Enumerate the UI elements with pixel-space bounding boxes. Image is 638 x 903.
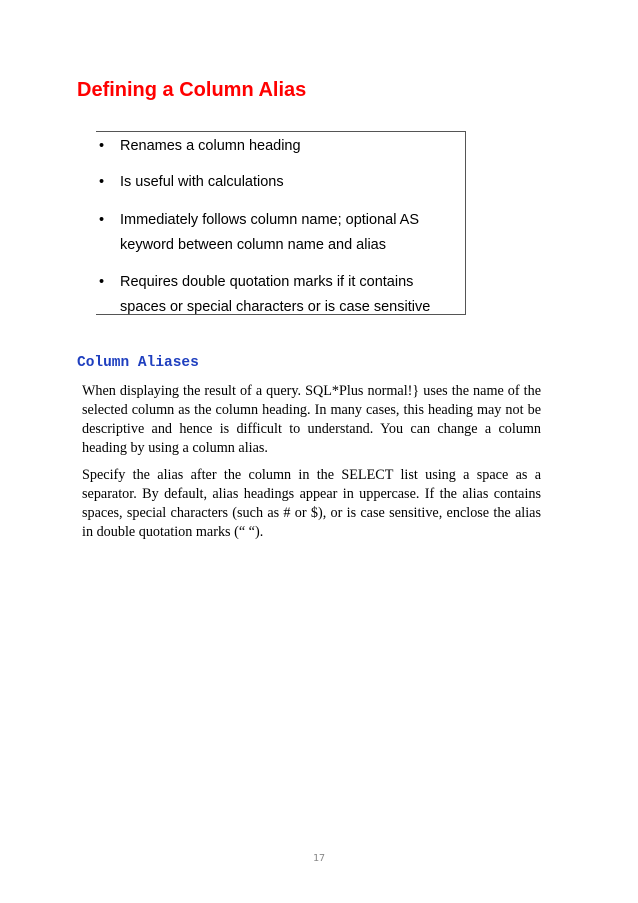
body-paragraph: Specify the alias after the column in the SELECT list using a space as a separator. By default, alias headings appear in uppercase. If the alias contains spaces, special characters (such as # or $), or is case sensitive, enclose the alias in double quotation marks (“ “). xyxy=(82,467,541,540)
bullet-text: keyword between column name and alias xyxy=(120,237,386,253)
bullet-box xyxy=(96,131,466,315)
page-title: Defining a Column Alias xyxy=(77,79,307,101)
bullet-icon: • xyxy=(99,212,105,228)
body-paragraph: When displaying the result of a query. SQL*Plus normal!} uses the name of the selected column as the column heading. In many cases, this heading may not be descriptive and hence is difficult to understand. You can change a column heading by using a column alias. xyxy=(82,383,541,456)
bullet-text: Immediately follows column name; optional AS xyxy=(120,212,420,228)
bullet-icon: • xyxy=(99,174,105,190)
bullet-text: Renames a column heading xyxy=(120,138,301,154)
bullet-text: Requires double quotation marks if it contains xyxy=(120,274,414,290)
bullet-text: spaces or special characters or is case sensitive xyxy=(120,299,431,315)
section-heading: Column Aliases xyxy=(77,355,199,371)
bullet-icon: • xyxy=(99,274,105,290)
bullet-icon: • xyxy=(99,138,105,154)
page-number: 17 xyxy=(312,853,326,864)
bullet-text: Is useful with calculations xyxy=(120,174,284,190)
